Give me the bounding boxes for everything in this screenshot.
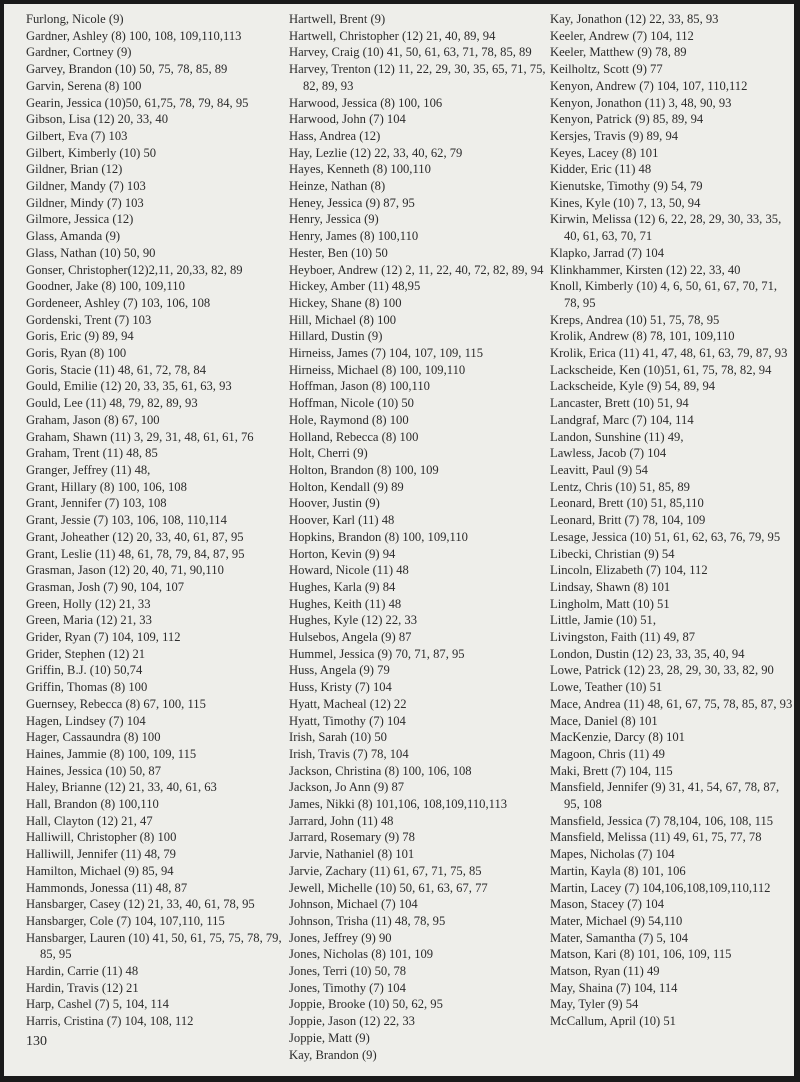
index-entry: Mater, Michael (9) 54,110 [550,913,683,928]
index-entry: Gardner, Ashley (8) 100, 108, 109,110,113 [26,28,242,43]
index-entry: Hansbarger, Cole (7) 104, 107,110, 115 [26,913,225,928]
index-entry: Kreps, Andrea (10) 51, 75, 78, 95 [550,312,720,327]
index-entry: May, Tyler (9) 54 [550,997,639,1012]
index-entry: Hager, Cassaundra (8) 100 [26,730,161,745]
index-entry: Granger, Jeffrey (11) 48, [26,462,151,477]
index-entry: Harwood, Jessica (8) 100, 106 [289,95,443,110]
index-entry: Hansbarger, Casey (12) 21, 33, 40, 61, 78, 95 [26,897,255,912]
index-entry: Halliwill, Christopher (8) 100 [26,830,177,845]
index-entry: Mansfield, Jennifer (9) 31, 41, 54, 67, 78, 87, 95, 108 [550,780,780,812]
index-entry: Hoover, Karl (11) 48 [289,513,395,528]
index-entry: Gould, Emilie (12) 20, 33, 35, 61, 63, 93 [26,379,232,394]
index-entry: Magoon, Chris (11) 49 [550,746,665,761]
index-entry: Griffin, Thomas (8) 100 [26,680,148,695]
index-entry: Halliwill, Jennifer (11) 48, 79 [26,847,176,862]
index-entry: Libecki, Christian (9) 54 [550,546,675,561]
index-entry: Grider, Stephen (12) 21 [26,646,146,661]
index-column-1 [26,11,288,1030]
index-entry: Johnson, Michael (7) 104 [289,897,418,912]
index-entry: May, Shaina (7) 104, 114 [550,980,678,995]
index-entry: Goodner, Jake (8) 100, 109,110 [26,279,185,294]
index-entry: Hickey, Shane (8) 100 [289,295,402,310]
index-entry: Landon, Sunshine (11) 49, [550,429,684,444]
index-entry: James, Nikki (8) 101,106, 108,109,110,113 [289,797,508,812]
index-entry: Jackson, Jo Ann (9) 87 [289,780,405,795]
index-entry: Lancaster, Brett (10) 51, 94 [550,396,689,411]
index-entry: Grant, Joheather (12) 20, 33, 40, 61, 87, 95 [26,529,244,544]
index-entry: Mace, Daniel (8) 101 [550,713,658,728]
index-entry: Kirwin, Melissa (12) 6, 22, 28, 29, 30, 33, 35, 40, 61, 63, 70, 71 [550,212,782,244]
index-entry: Grant, Leslie (11) 48, 61, 78, 79, 84, 87, 95 [26,546,245,561]
index-entry: Gilmore, Jessica (12) [26,212,134,227]
index-entry: Glass, Nathan (10) 50, 90 [26,245,156,260]
index-entry: Leonard, Brett (10) 51, 85,110 [550,496,704,511]
index-entry: Henry, James (8) 100,110 [289,229,419,244]
index-entry: Hoffman, Jason (8) 100,110 [289,379,430,394]
index-entry: Irish, Travis (7) 78, 104 [289,746,409,761]
index-entry: Hardin, Travis (12) 21 [26,980,139,995]
index-entry: Matson, Ryan (11) 49 [550,964,660,979]
index-entry: Hulsebos, Angela (9) 87 [289,630,412,645]
index-entry: Green, Maria (12) 21, 33 [26,613,152,628]
index-entry: Hardin, Carrie (11) 48 [26,964,139,979]
index-entry: Gilbert, Kimberly (10) 50 [26,145,157,160]
index-entry: Grasman, Jason (12) 20, 40, 71, 90,110 [26,563,224,578]
index-entry: Heney, Jessica (9) 87, 95 [289,195,415,210]
index-entry: Hickey, Amber (11) 48,95 [289,279,421,294]
index-entry: Hartwell, Christopher (12) 21, 40, 89, 94 [289,28,496,43]
index-entry: Harwood, John (7) 104 [289,112,406,127]
index-entry: Joppie, Brooke (10) 50, 62, 95 [289,997,443,1012]
index-entry: Goris, Eric (9) 89, 94 [26,329,134,344]
index-entry: Glass, Amanda (9) [26,229,121,244]
index-column-2 [289,11,549,1063]
index-entry: Joppie, Jason (12) 22, 33 [289,1014,415,1029]
index-entry: Gibson, Lisa (12) 20, 33, 40 [26,112,169,127]
index-entry: Jarrard, Rosemary (9) 78 [289,830,415,845]
index-entry: Hill, Michael (8) 100 [289,312,397,327]
index-entry: Hyatt, Macheal (12) 22 [289,696,407,711]
index-entry: Hughes, Kyle (12) 22, 33 [289,613,418,628]
index-entry: Howard, Nicole (11) 48 [289,563,409,578]
index-entry: Lesage, Jessica (10) 51, 61, 62, 63, 76, 79, 95 [550,529,781,544]
index-entry: Keeler, Matthew (9) 78, 89 [550,45,687,60]
index-entry: Landgraf, Marc (7) 104, 114 [550,412,694,427]
index-entry: Haines, Jessica (10) 50, 87 [26,763,162,778]
index-entry: Jones, Terri (10) 50, 78 [289,964,407,979]
index-entry: Furlong, Nicole (9) [26,12,124,26]
index-entry: Matson, Kari (8) 101, 106, 109, 115 [550,947,732,962]
index-entry: Grant, Jessie (7) 103, 106, 108, 110,114 [26,513,227,528]
index-entry: Klinkhammer, Kirsten (12) 22, 33, 40 [550,262,741,277]
index-entry: Kay, Brandon (9) [289,1047,377,1062]
index-entry: Maki, Brett (7) 104, 115 [550,763,673,778]
index-entry: Lindsay, Shawn (8) 101 [550,579,671,594]
index-entry: Mapes, Nicholas (7) 104 [550,847,675,862]
index-entry: Gordeneer, Ashley (7) 103, 106, 108 [26,295,211,310]
index-entry: London, Dustin (12) 23, 33, 35, 40, 94 [550,646,745,661]
index-entry: Jones, Timothy (7) 104 [289,980,406,995]
index-entry: Goris, Stacie (11) 48, 61, 72, 78, 84 [26,362,207,377]
index-entry: Hester, Ben (10) 50 [289,245,388,260]
index-entry: Mace, Andrea (11) 48, 61, 67, 75, 78, 85, 87, 93 [550,696,793,711]
index-entry: McCallum, April (10) 51 [550,1014,676,1029]
index-entry: Jones, Jeffrey (9) 90 [289,930,392,945]
index-entry: Gardner, Cortney (9) [26,45,132,60]
index-entry: Krolik, Andrew (8) 78, 101, 109,110 [550,329,735,344]
index-entry: Hamilton, Michael (9) 85, 94 [26,863,174,878]
index-entry: Horton, Kevin (9) 94 [289,546,396,561]
index-entry: Grider, Ryan (7) 104, 109, 112 [26,630,181,645]
index-entry: Hammonds, Jonessa (11) 48, 87 [26,880,188,895]
index-entry: Harris, Cristina (7) 104, 108, 112 [26,1014,194,1029]
index-entry: Livingston, Faith (11) 49, 87 [550,630,696,645]
index-entry: Joppie, Matt (9) [289,1030,370,1045]
index-entry: Mater, Samantha (7) 5, 104 [550,930,688,945]
index-entry: MacKenzie, Darcy (8) 101 [550,730,685,745]
index-entry: Grant, Jennifer (7) 103, 108 [26,496,167,511]
index-entry: Holland, Rebecca (8) 100 [289,429,419,444]
index-entry: Holton, Kendall (9) 89 [289,479,404,494]
index-entry: Hayes, Kenneth (8) 100,110 [289,162,431,177]
index-entry: Haley, Brianne (12) 21, 33, 40, 61, 63 [26,780,217,795]
index-entry: Gildner, Brian (12) [26,162,123,177]
index-entry: Leonard, Britt (7) 78, 104, 109 [550,513,706,528]
index-entry: Lingholm, Matt (10) 51 [550,596,670,611]
index-entry: Martin, Lacey (7) 104,106,108,109,110,112 [550,880,771,895]
index-entry: Gildner, Mandy (7) 103 [26,179,146,194]
index-page [4,4,794,1076]
index-entry: Guernsey, Rebecca (8) 67, 100, 115 [26,696,206,711]
index-entry: Keeler, Andrew (7) 104, 112 [550,28,694,43]
index-entry: Huss, Kristy (7) 104 [289,680,392,695]
index-entry: Huss, Angela (9) 79 [289,663,390,678]
index-entry: Hole, Raymond (8) 100 [289,412,409,427]
index-entry: Jarvie, Zachary (11) 61, 67, 71, 75, 85 [289,863,482,878]
index-entry: Harp, Cashel (7) 5, 104, 114 [26,997,169,1012]
index-entry: Hansbarger, Lauren (10) 41, 50, 61, 75, 75, 78, 79, 85, 95 [26,930,282,962]
index-entry: Jackson, Christina (8) 100, 106, 108 [289,763,472,778]
index-entry: Kenyon, Andrew (7) 104, 107, 110,112 [550,78,748,93]
index-entry: Klapko, Jarrad (7) 104 [550,245,665,260]
index-entry: Mansfield, Jessica (7) 78,104, 106, 108, 115 [550,813,774,828]
index-entry: Kay, Jonathon (12) 22, 33, 85, 93 [550,12,719,26]
index-entry: Krolik, Erica (11) 41, 47, 48, 61, 63, 79, 87, 93 [550,346,788,361]
index-entry: Leavitt, Paul (9) 54 [550,462,648,477]
index-entry: Knoll, Kimberly (10) 4, 6, 50, 61, 67, 70, 71, 78, 95 [550,279,778,310]
index-entry: Hopkins, Brandon (8) 100, 109,110 [289,529,468,544]
index-entry: Harvey, Trenton (12) 11, 22, 29, 30, 35, 65, 71, 75, 82, 89, 93 [289,62,546,93]
index-entry: Keyes, Lacey (8) 101 [550,145,659,160]
page-number: 130 [26,1034,47,1049]
index-entry: Heinze, Nathan (8) [289,179,386,194]
index-entry: Grasman, Josh (7) 90, 104, 107 [26,579,185,594]
index-entry: Hoover, Justin (9) [289,496,380,511]
index-entry: Johnson, Trisha (11) 48, 78, 95 [289,913,446,928]
index-entry: Hall, Clayton (12) 21, 47 [26,813,153,828]
index-entry: Hartwell, Brent (9) [289,12,386,26]
index-entry: Lackscheide, Kyle (9) 54, 89, 94 [550,379,716,394]
index-entry: Gildner, Mindy (7) 103 [26,195,144,210]
index-entry: Graham, Trent (11) 48, 85 [26,446,158,461]
index-entry: Holt, Cherri (9) [289,446,368,461]
index-entry: Gearin, Jessica (10)50, 61,75, 78, 79, 84, 95 [26,95,249,110]
index-entry: Hirneiss, Michael (8) 100, 109,110 [289,362,466,377]
index-entry: Henry, Jessica (9) [289,212,379,227]
index-entry: Kenyon, Patrick (9) 85, 89, 94 [550,112,704,127]
index-entry: Kidder, Eric (11) 48 [550,162,652,177]
index-entry: Lackscheide, Ken (10)51, 61, 75, 78, 82, 94 [550,362,772,377]
index-entry: Griffin, B.J. (10) 50,74 [26,663,143,678]
index-entry: Gonser, Christopher(12)2,11, 20,33, 82, 89 [26,262,243,277]
index-entry: Hagen, Lindsey (7) 104 [26,713,146,728]
index-entry: Graham, Shawn (11) 3, 29, 31, 48, 61, 61, 76 [26,429,254,444]
index-entry: Mason, Stacey (7) 104 [550,897,665,912]
index-entry: Holton, Brandon (8) 100, 109 [289,462,439,477]
index-entry: Gilbert, Eva (7) 103 [26,128,128,143]
index-entry: Harvey, Craig (10) 41, 50, 61, 63, 71, 78, 85, 89 [289,45,532,60]
index-entry: Hummel, Jessica (9) 70, 71, 87, 95 [289,646,465,661]
index-entry: Hass, Andrea (12) [289,128,381,143]
index-entry: Lowe, Teather (10) 51 [550,680,663,695]
index-entry: Kines, Kyle (10) 7, 13, 50, 94 [550,195,701,210]
index-entry: Haines, Jammie (8) 100, 109, 115 [26,746,197,761]
index-entry: Green, Holly (12) 21, 33 [26,596,151,611]
index-entry: Jones, Nicholas (8) 101, 109 [289,947,434,962]
index-entry: Irish, Sarah (10) 50 [289,730,387,745]
index-entry: Gould, Lee (11) 48, 79, 82, 89, 93 [26,396,198,411]
index-entry: Martin, Kayla (8) 101, 106 [550,863,686,878]
index-entry: Jarrard, John (11) 48 [289,813,394,828]
index-entry: Lowe, Patrick (12) 23, 28, 29, 30, 33, 82, 90 [550,663,774,678]
index-entry: Jarvie, Nathaniel (8) 101 [289,847,415,862]
index-entry: Gordenski, Trent (7) 103 [26,312,152,327]
index-entry: Hyatt, Timothy (7) 104 [289,713,406,728]
index-entry: Graham, Jason (8) 67, 100 [26,412,160,427]
index-entry: Goris, Ryan (8) 100 [26,346,127,361]
index-entry: Little, Jamie (10) 51, [550,613,656,628]
index-entry: Garvey, Brandon (10) 50, 75, 78, 85, 89 [26,62,228,77]
index-entry: Kienutske, Timothy (9) 54, 79 [550,179,703,194]
index-entry: Keilholtz, Scott (9) 77 [550,62,663,77]
index-entry: Jewell, Michelle (10) 50, 61, 63, 67, 77 [289,880,488,895]
index-column-3 [550,11,794,1030]
index-entry: Hay, Lezlie (12) 22, 33, 40, 62, 79 [289,145,463,160]
index-entry: Hirneiss, James (7) 104, 107, 109, 115 [289,346,484,361]
index-entry: Hughes, Karla (9) 84 [289,579,396,594]
index-entry: Heyboer, Andrew (12) 2, 11, 22, 40, 72, 82, 89, 94 [289,262,544,277]
index-entry: Mansfield, Melissa (11) 49, 61, 75, 77, 78 [550,830,762,845]
index-entry: Hughes, Keith (11) 48 [289,596,402,611]
index-entry: Kersjes, Travis (9) 89, 94 [550,128,679,143]
index-entry: Hall, Brandon (8) 100,110 [26,797,159,812]
index-entry: Kenyon, Jonathon (11) 3, 48, 90, 93 [550,95,732,110]
index-entry: Lawless, Jacob (7) 104 [550,446,667,461]
index-entry: Lincoln, Elizabeth (7) 104, 112 [550,563,708,578]
index-entry: Hillard, Dustin (9) [289,329,383,344]
index-entry: Grant, Hillary (8) 100, 106, 108 [26,479,187,494]
index-entry: Garvin, Serena (8) 100 [26,78,142,93]
index-entry: Hoffman, Nicole (10) 50 [289,396,414,411]
index-entry: Lentz, Chris (10) 51, 85, 89 [550,479,690,494]
